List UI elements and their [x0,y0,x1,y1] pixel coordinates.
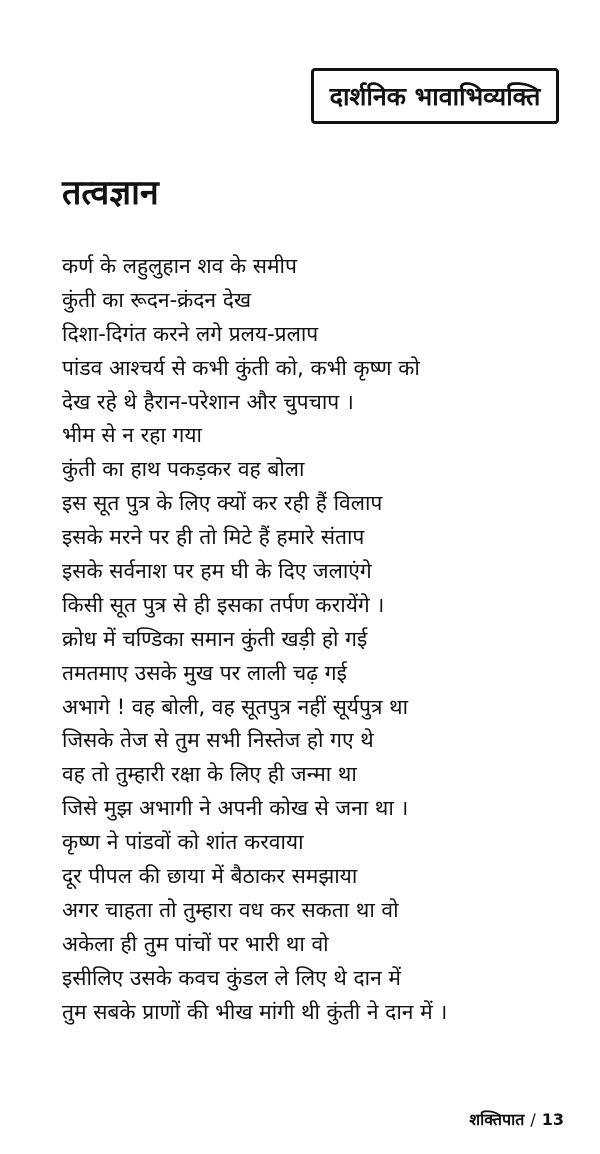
poem-line: इसके मरने पर ही तो मिटे हैं हमारे संताप [62,525,365,550]
poem-line: इसीलिए उसके कवच कुंडल ले लिए थे दान में [62,965,401,990]
poem-line: तमतमाए उसके मुख पर लाली चढ़ गई [62,660,347,685]
poem-line: वह तो तुम्हारी रक्षा के लिए ही जन्मा था [62,762,357,787]
poem-title: तत्वज्ञान [62,173,159,213]
poem-line: इस सूत पुत्र के लिए क्यों कर रही हैं विलाप [62,491,383,516]
poem-line: कर्ण के लहुलुहान शव के समीप [62,254,297,278]
poem-line: दिशा-दिगंत करने लगे प्रलय-प्रलाप [62,321,319,346]
poem-line: अभागे ! वह बोली, वह सूतपुत्र नहीं सूर्यपुत्र था [62,694,409,719]
section-label: दार्शनिक भावाभिव्यक्ति [329,82,541,111]
poem-line: कुंती का रूदन-क्रंदन देख [62,287,252,312]
poem-line: कुंती का हाथ पकड़कर वह बोला [62,457,305,482]
book-title: शक्तिपात [469,1110,525,1129]
poem-line: किसी सूत पुत्र से ही इसका तर्पण करायेंगे । [62,592,385,617]
poem-line: भीम से न रहा गया [62,423,202,448]
poem-line: पांडव आश्चर्य से कभी कुंती को, कभी कृष्ण को [62,355,420,380]
poem-line: अगर चाहता तो तुम्हारा वध कर सकता था वो [62,897,399,922]
page-footer [469,1108,564,1130]
section-label-box [311,68,559,124]
poem-body [62,250,447,1029]
poem-line: देख रहे थे हैरान-परेशान और चुपचाप । [62,389,354,414]
page-number: 13 [541,1110,564,1129]
poem-line: दूर पीपल की छाया में बैठाकर समझाया [62,864,358,889]
poem-line: कृष्ण ने पांडवों को शांत करवाया [62,830,304,855]
poem-line: तुम सबके प्राणों की भीख मांगी थी कुंती ने दान में । [62,999,448,1024]
poem-line: अकेला ही तुम पांचों पर भारी था वो [62,931,329,956]
footer-separator: / [530,1110,536,1129]
poem-line: क्रोध में चण्डिका समान कुंती खड़ी हो गई [62,626,368,651]
poem-line: जिसके तेज से तुम सभी निस्तेज हो गए थे [62,728,374,753]
poem-line: जिसे मुझ अभागी ने अपनी कोख से जना था । [62,796,409,821]
poem-line: इसके सर्वनाश पर हम घी के दिए जलाएंगे [62,559,372,584]
